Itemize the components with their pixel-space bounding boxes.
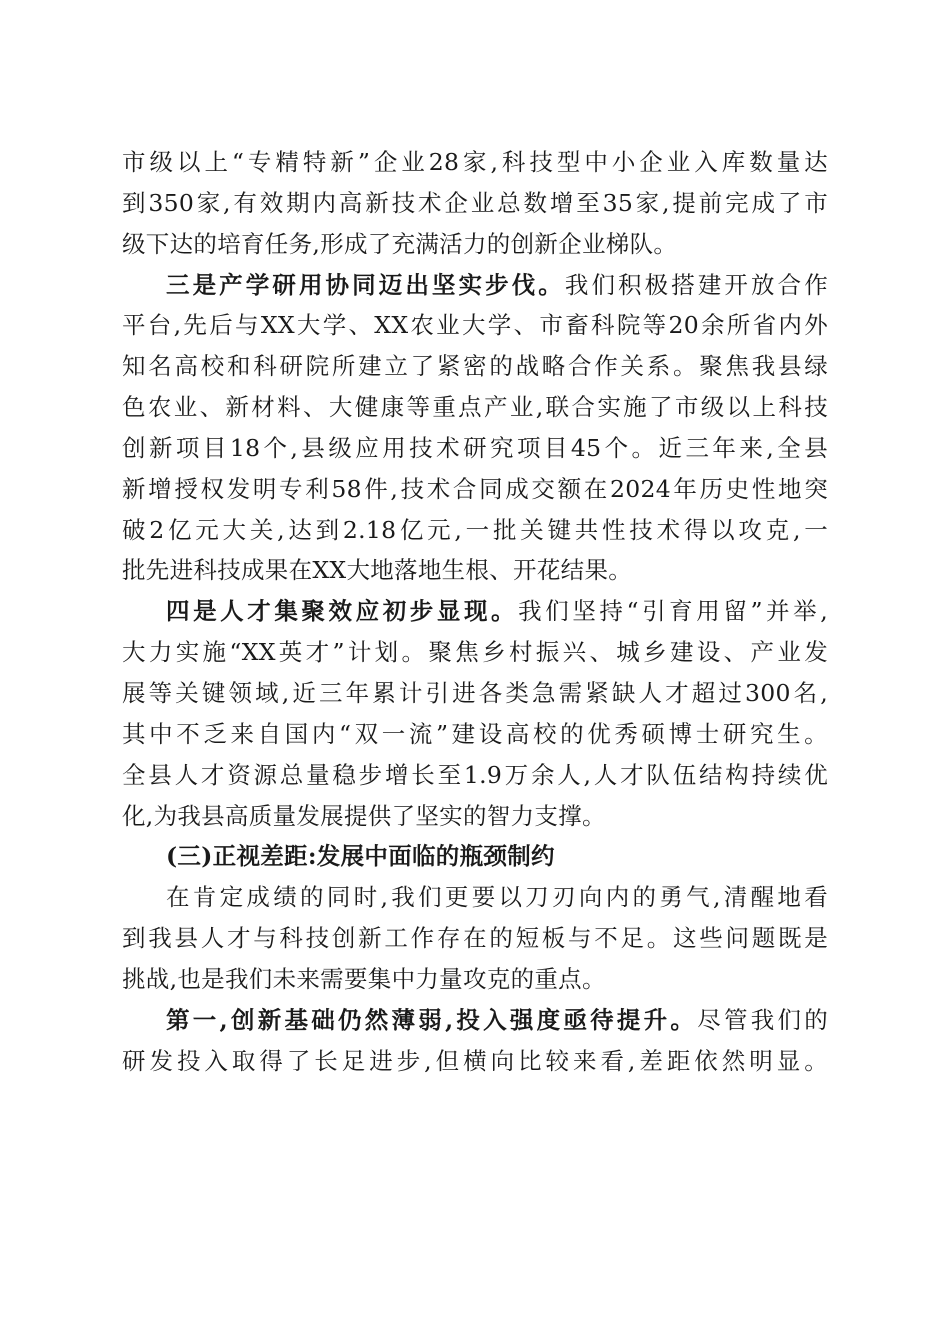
paragraph-gaps-intro [122,877,828,1000]
text-span: 尽管我们的 [697,1005,828,1034]
text-line: 创新项目18个,县级应用技术研究项目45个。近三年来,全县 [122,433,828,462]
bold-lead: 三是产学研用协同迈出坚实步伐。 [166,270,565,299]
text-line: 平台,先后与XX大学、XX农业大学、市畜科院等20余所省内外 [122,311,828,340]
paragraph-industry-academia [122,265,828,592]
text-line [122,1000,828,1041]
paragraph-first-gap [122,1000,828,1082]
text-line: 在肯定成绩的同时,我们更要以刀刃向内的勇气,清醒地看 [166,883,828,912]
text-line: 化,为我县高质量发展提供了坚实的智力支撑。 [122,801,606,830]
text-line [122,265,828,306]
text-span: 我们积极搭建开放合作 [564,270,828,299]
text-line: 其中不乏来自国内“双一流”建设高校的优秀硕博士研究生。 [122,719,828,748]
document-page [122,142,828,1081]
section-heading: (三)正视差距:发展中面临的瓶颈制约 [166,842,555,871]
text-span: 我们坚持“引育用留”并举, [518,597,828,626]
text-line: 色农业、新材料、大健康等重点产业,联合实施了市级以上科技 [122,393,828,422]
text-line: 市级以上“专精特新”企业28家,科技型中小企业入库数量达 [122,148,828,176]
text-line: 破2亿元大关,达到2.18亿元,一批关键共性技术得以攻克,一 [122,515,828,544]
text-line: 大力实施“XX英才”计划。聚焦乡村振兴、城乡建设、产业发 [122,638,828,667]
text-line: 研发投入取得了长足进步,但横向比较来看,差距依然明显。 [122,1046,828,1075]
text-line: 到350家,有效期内高新技术企业总数增至35家,提前完成了市 [122,188,828,217]
text-line: 展等关键领域,近三年累计引进各类急需紧缺人才超过300名, [122,678,828,707]
text-line: 挑战,也是我们未来需要集中力量攻克的重点。 [122,964,606,993]
text-line: 批先进科技成果在XX大地落地生根、开花结果。 [122,556,633,585]
paragraph-talent [122,591,828,836]
text-line: 全县人才资源总量稳步增长至1.9万余人,人才队伍结构持续优 [122,760,828,789]
bold-lead: 四是人才集聚效应初步显现。 [166,597,519,626]
text-line: 知名高校和科研院所建立了紧密的战略合作关系。聚焦我县绿 [122,352,828,381]
text-line: 新增授权发明专利58件,技术合同成交额在2024年历史性地突 [122,474,828,503]
text-line: 级下达的培育任务,形成了充满活力的创新企业梯队。 [122,229,678,258]
bold-lead: 第一,创新基础仍然薄弱,投入强度亟待提升。 [166,1005,698,1034]
paragraph-enterprises [122,142,828,265]
text-line [122,591,828,632]
text-line: 到我县人才与科技创新工作存在的短板与不足。这些问题既是 [122,924,828,953]
